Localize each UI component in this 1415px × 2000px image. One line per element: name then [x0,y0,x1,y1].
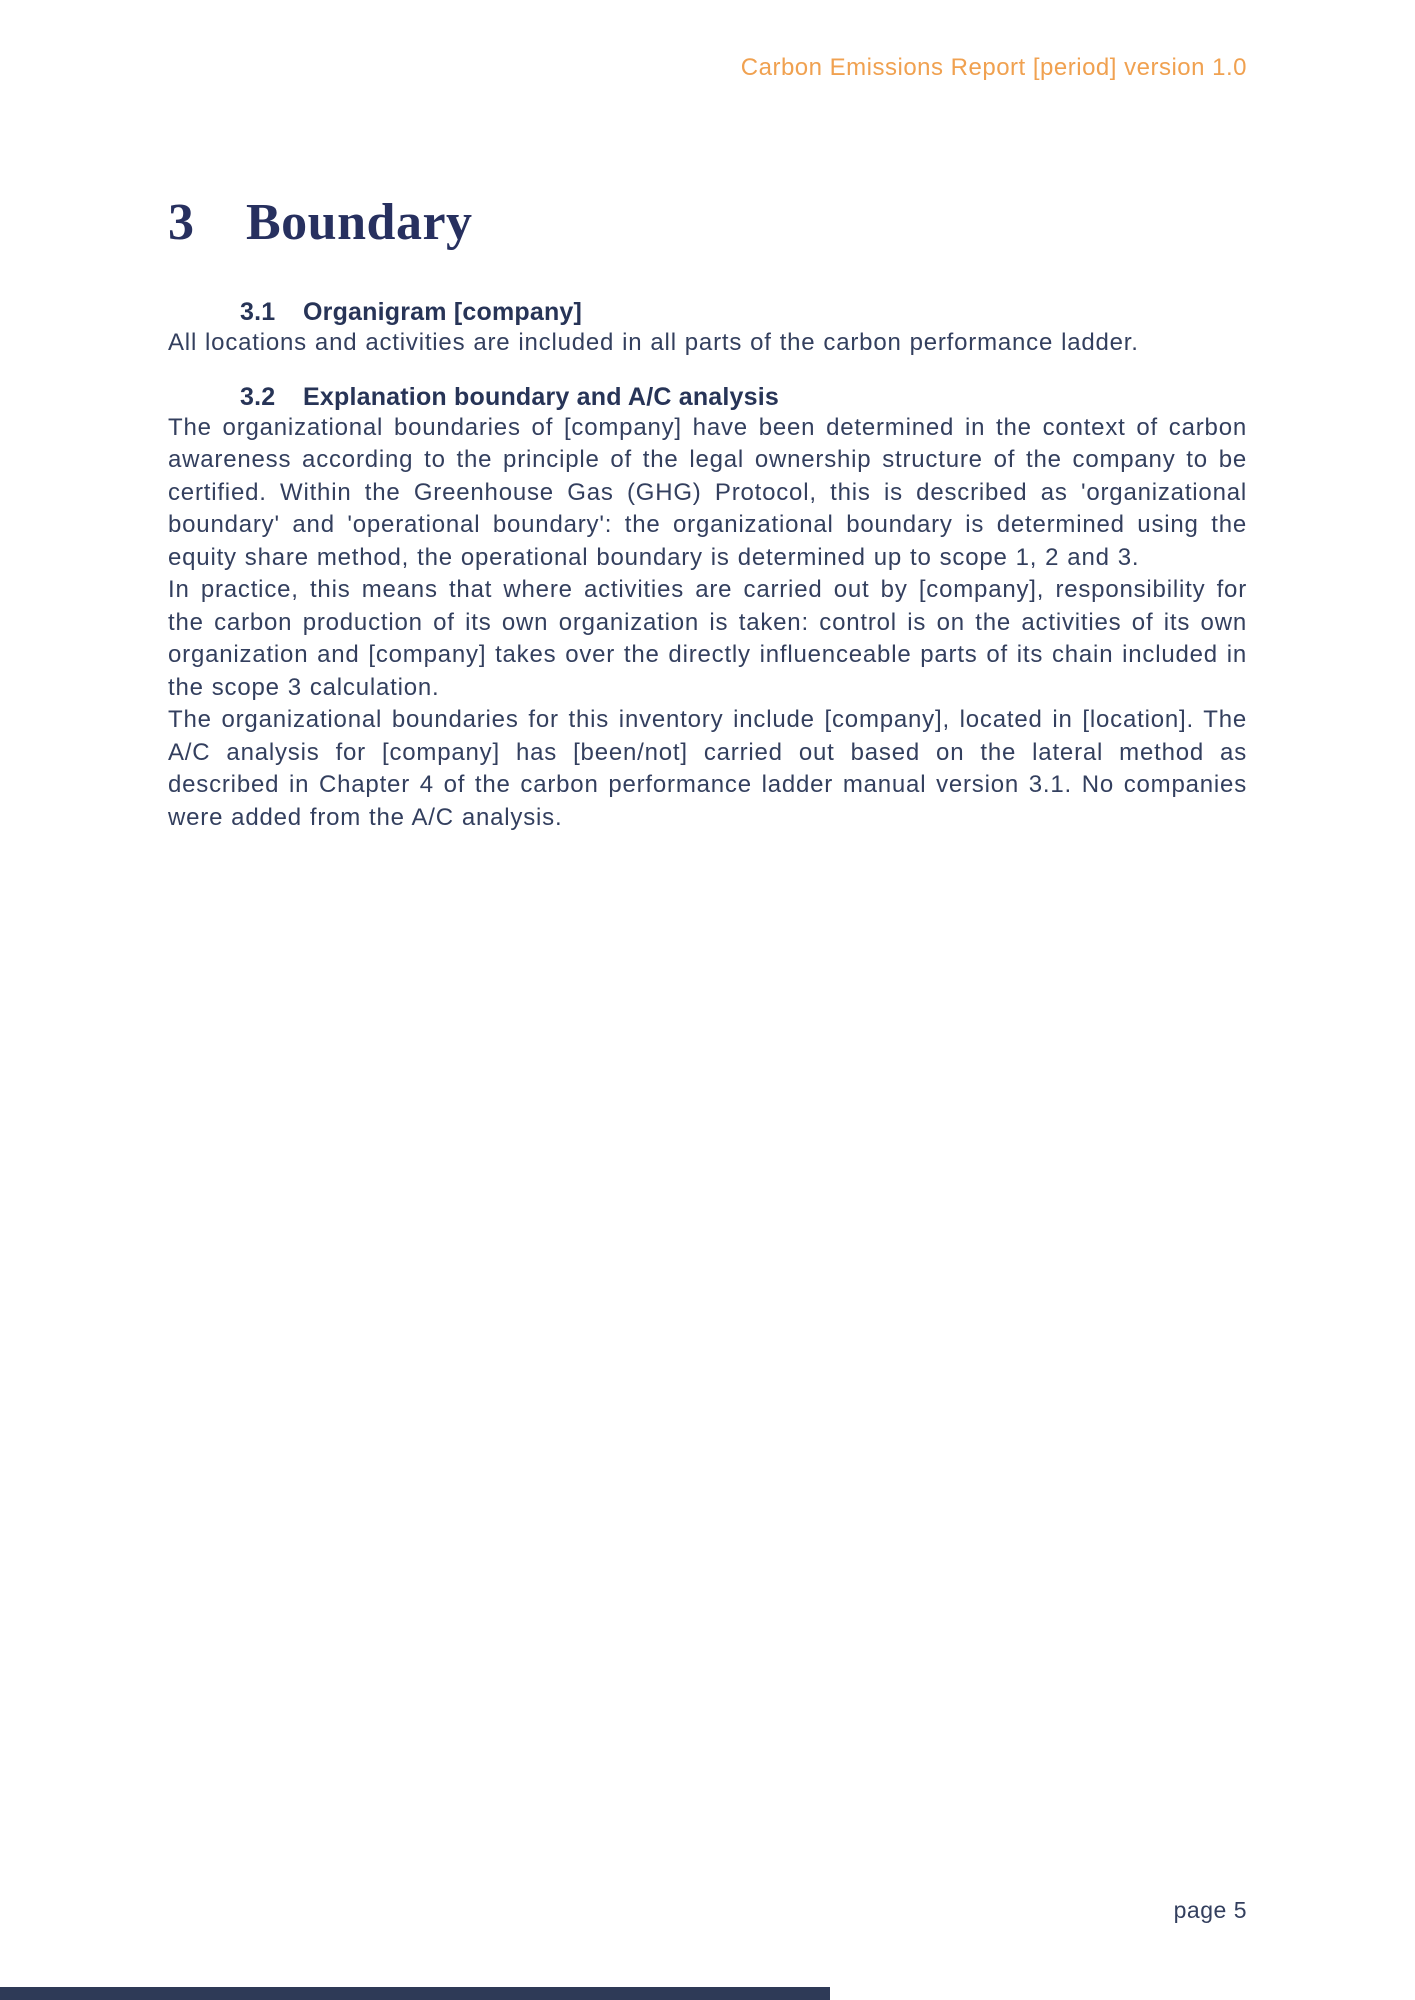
page-number-label: page 5 [1173,1897,1247,1923]
report-header: Carbon Emissions Report [period] version 1.0 [740,54,1247,81]
paragraph-organizational-boundaries: The organizational boundaries of [company] have been determined in the context of carbon awareness according to the principle of the legal ownership structure of the company to be certified. Within the Greenhouse Gas (GHG) Protocol, this is described as 'organizational boundary' and 'operational boundary': the organizational boundary is determined using the equity share method, the operational boundary is determined up to scope 1, 2 and 3. [168,413,1247,571]
section-heading-3-1 [168,297,1247,327]
section-title: Explanation boundary and A/C analysis [303,382,780,411]
footer-accent-bar [0,1987,830,2000]
paragraph-locations: All locations and activities are included in all parts of the carbon performance ladder. [168,329,1139,356]
paragraph-inventory-boundaries: The organizational boundaries for this inventory include [company], located in [location]. The A/C analysis for [company] has [been/not] carried out based on the lateral method as described in Chapter 4 of the carbon performance ladder manual version 3.1. No companies were added from the A/C analysis. [168,706,1247,831]
section-title: Organigram [company] [303,298,583,326]
chapter-heading [168,194,1247,251]
section-number: 3.2 [240,382,276,411]
section-number: 3.1 [240,298,276,326]
paragraph-in-practice: In practice, this means that where activities are carried out by [company], responsibility for the carbon production of its own organization is taken: control is on the activities of its own organization and [company] takes over the directly influenceable parts of its chain included in the scope 3 calculation. [168,576,1247,701]
section-heading-3-2 [168,382,1247,412]
chapter-number: 3 [168,194,195,251]
chapter-title: Boundary [246,194,473,251]
